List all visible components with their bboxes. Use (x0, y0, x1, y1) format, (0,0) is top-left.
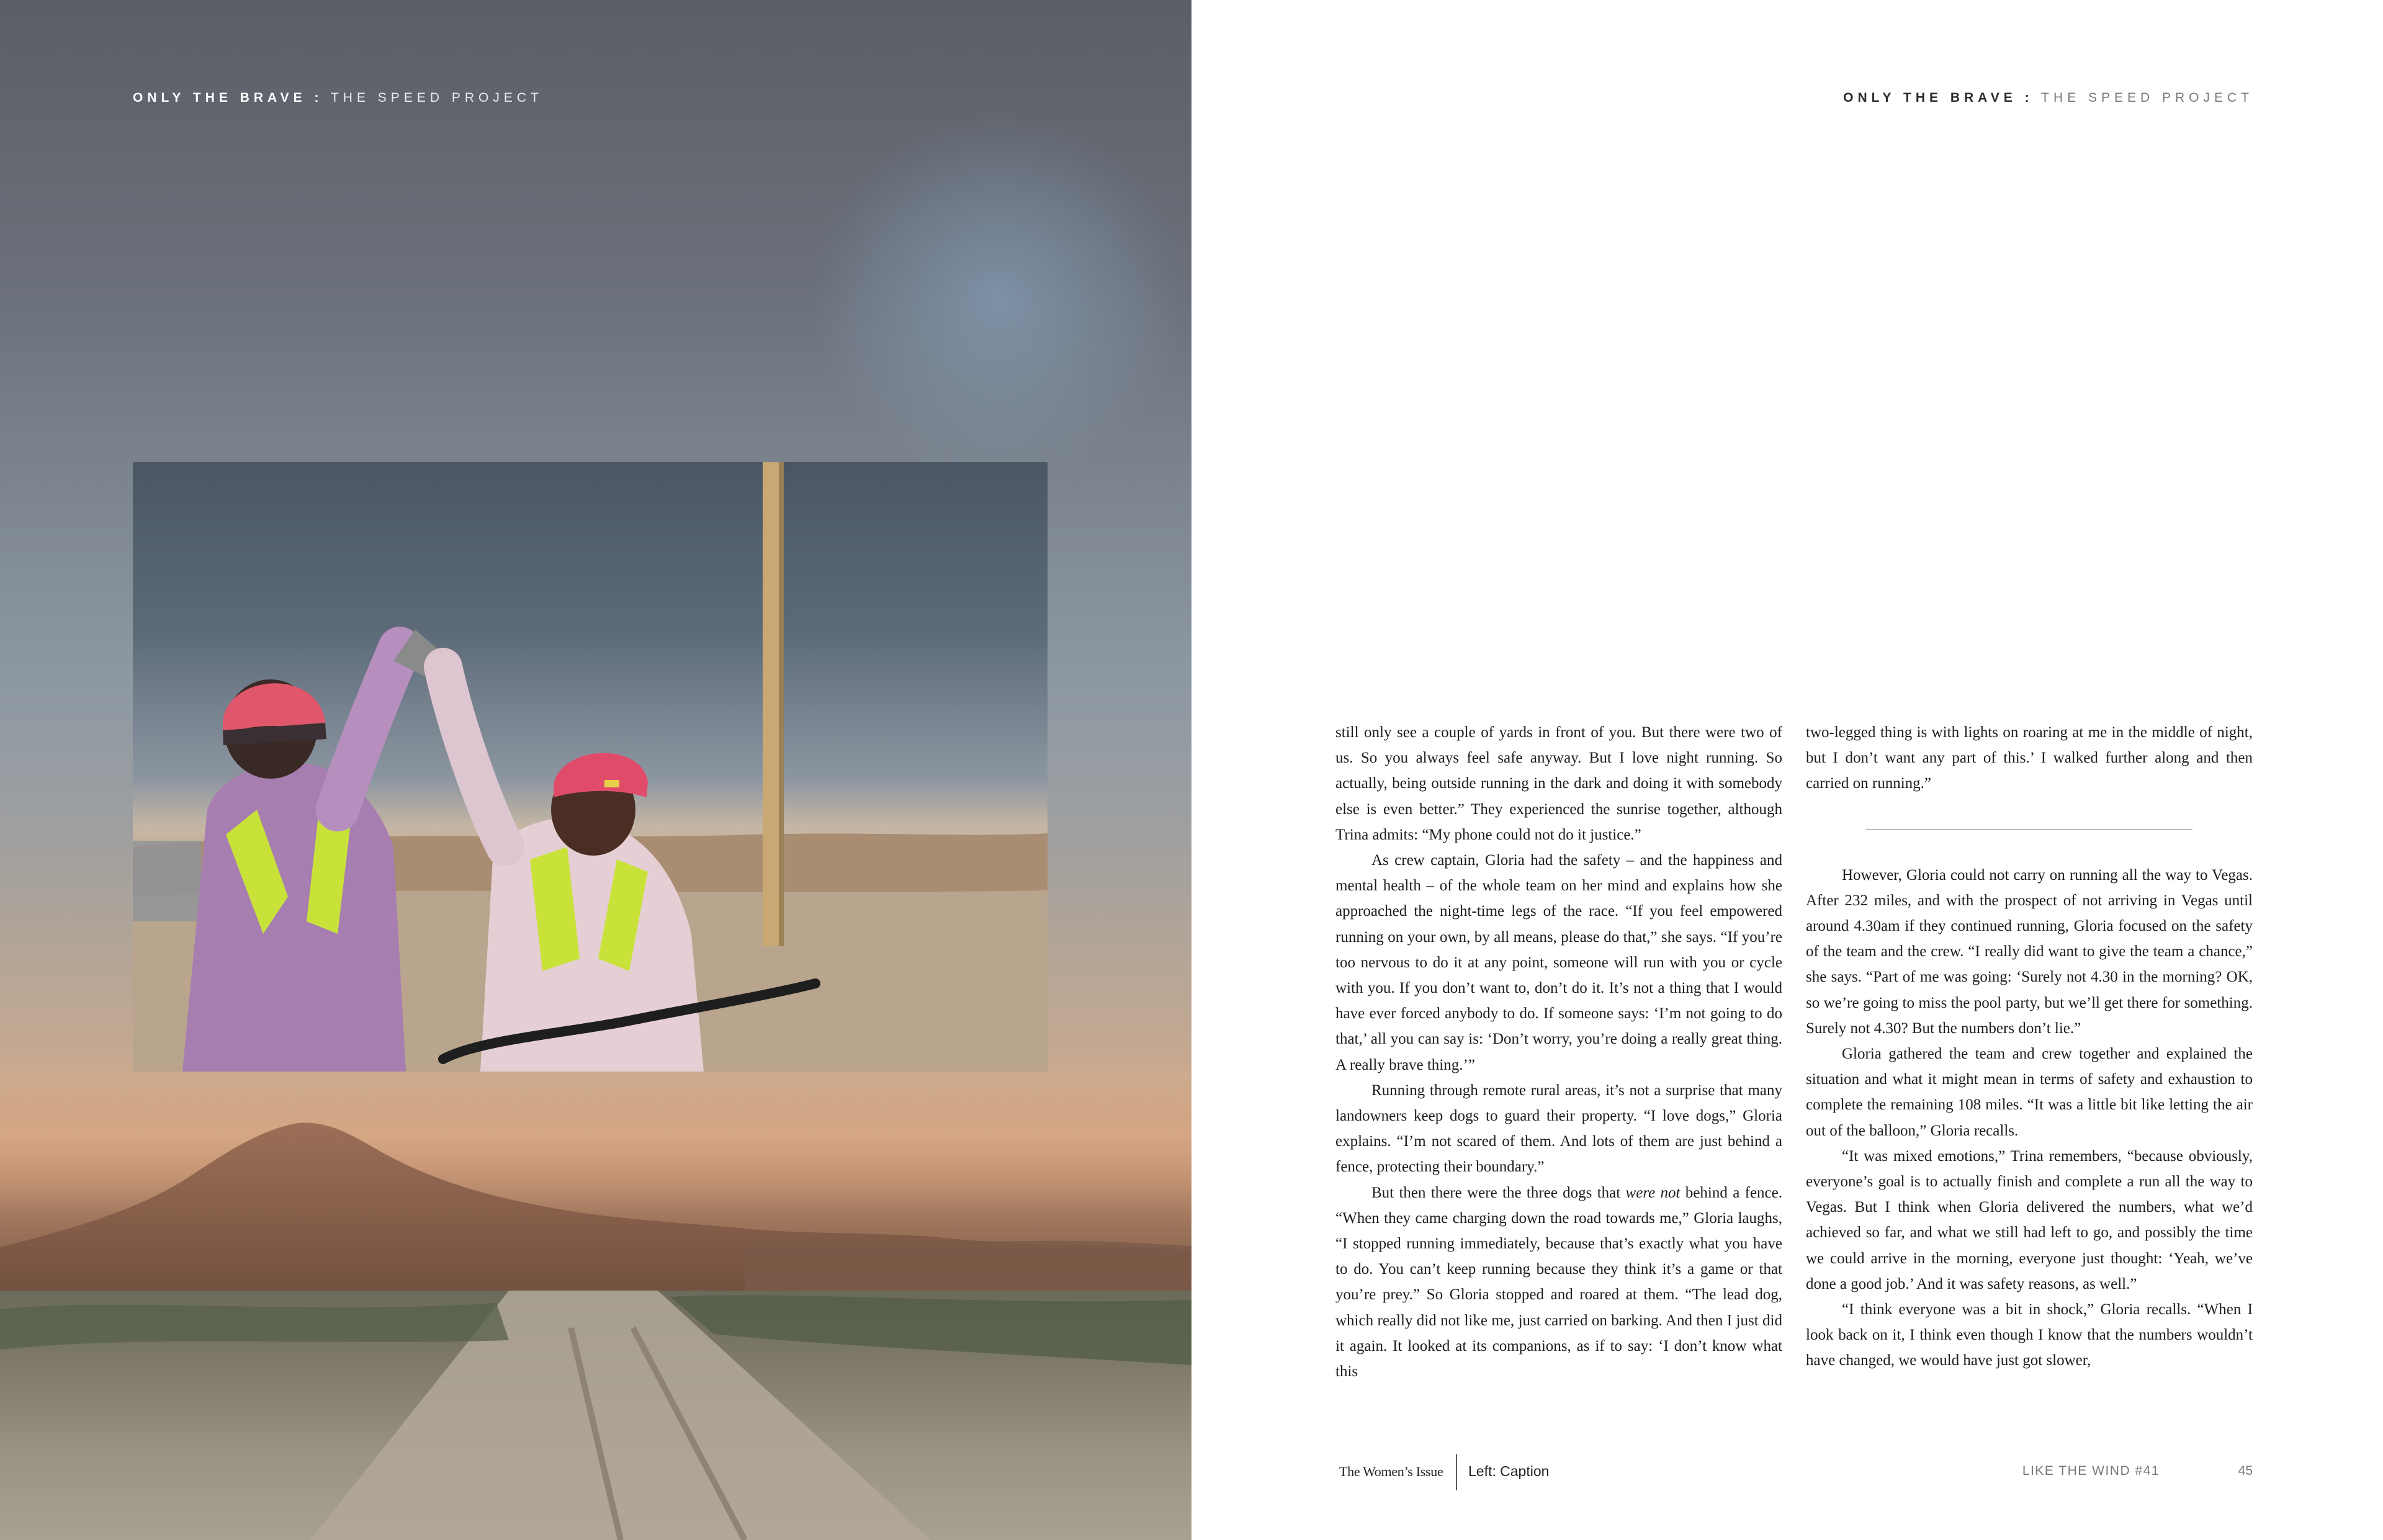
article-paragraph: But then there were the three dogs that were not behind a fence. “When they came charging down the road towards me,” Gloria laughs, “I stopped running immediately, because that’s exactly what you have to do. You can’t keep running because they think it’s a game or that you’re prey.” So Gloria stopped and roared at them. “The lead dog, which really did not like me, just carried on barking. And then I just did it again. It looked at its companions, as if to say: ‘I don’t know what this (1335, 1184, 1782, 1381)
issue-label: The Women’s Issue (1339, 1464, 1443, 1479)
footer-divider (1456, 1454, 1457, 1490)
running-head-section: THE SPEED PROJECT (330, 91, 543, 105)
sky-glow (807, 112, 1192, 484)
article-paragraph: “It was mixed emotions,” Trina remembers, “because obviously, everyone’s goal is to actually finish and complete a run all the way to Vegas. But I think when Gloria delivered the numbers, what we’d achieved so far, and what we still had left to go, and possibly the time we could arrive in the morning, everyone just thought: ‘Yeah, we’ve done a good job.’ And it was safety reasons, as well.” (1806, 1147, 2253, 1292)
photo-caption: Left: Caption (1468, 1463, 1550, 1479)
dirt-road (0, 1291, 1192, 1540)
column-right-top (1806, 720, 2253, 797)
article-paragraph: “I think everyone was a bit in shock,” Gloria recalls. “When I look back on it, I think even though I know that the numbers wouldn’t have changed, we would have just got slower, (1806, 1301, 2253, 1369)
article-paragraph: Running through remote rural areas, it’s not a surprise that many landowners keep dogs to guard their property. “I love dogs,” Gloria explains. “I’m not scared of them. And lots of them are just behind a fence, protecting their boundary.” (1335, 1081, 1782, 1176)
page-number: 45 (2238, 1464, 2253, 1478)
magazine-issue: LIKE THE WIND #41 (2022, 1464, 2160, 1478)
running-head-left (133, 91, 543, 105)
running-head-separator: : (314, 91, 323, 105)
runners-illustration (133, 462, 1048, 1072)
column-right-bottom (1806, 862, 2253, 1374)
article-paragraph: Gloria gathered the team and crew together and explained the situation and what it might mean in terms of safety and exhaustion to complete the remaining 108 miles. “It was a little bit like letting the air out of the balloon,” Gloria recalls. (1806, 1045, 2253, 1139)
article-paragraph: As crew captain, Gloria had the safety – and the happiness and mental health – of the whole team on her mind and explains how she approached the night-time legs of the race. “If you feel empowered running on your own, by all means, please do that,” she says. “If you’re too nervous to do it at any point, someone will run with you or cycle with you. If you don’t want to, don’t do it. It’s not a thing that I would have ever forced anybody to do. If someone says: ‘I’m not going to do that,’ all you can say is: ‘Don’t worry, you’re doing a really great thing. A really brave thing.’” (1335, 852, 1782, 1073)
article-paragraph: However, Gloria could not carry on running all the way to Vegas. After 232 miles, and with the prospect of not arriving in Vegas until around 4.30am if they continued running, Gloria focused on the safety of the team and the crew. “I really did want to give the team a chance,” she says. “Part of me was going: ‘Surely not 4.30 in the morning? OK, so we’re going to miss the pool party, but we’ll get there for something. Surely not 4.30? But the numbers don’t lie.” (1806, 866, 2253, 1037)
section-divider (1866, 829, 2192, 830)
running-head-section: THE SPEED PROJECT (2041, 91, 2253, 105)
article-column-left (1335, 720, 1782, 1384)
inset-photo (133, 462, 1048, 1072)
running-head-title: ONLY THE BRAVE (133, 91, 307, 105)
running-head-separator: : (2024, 91, 2034, 105)
running-head-title: ONLY THE BRAVE (1843, 91, 2017, 105)
running-head-right (1843, 91, 2253, 105)
article-paragraph: still only see a couple of yards in front of you. But there were two of us. So you always feel safe anyway. But I love night running. So actually, being outside running in the dark and doing it with somebody else is even better.” They experienced the sunrise together, although Trina admits: “My phone could not do it justice.” (1335, 724, 1782, 843)
article-column-right (1806, 720, 2253, 1374)
article-paragraph: two-legged thing is with lights on roaring at me in the middle of night, but I don’t want any part of this.’ I walked further along and then carried on running.” (1806, 724, 2253, 792)
